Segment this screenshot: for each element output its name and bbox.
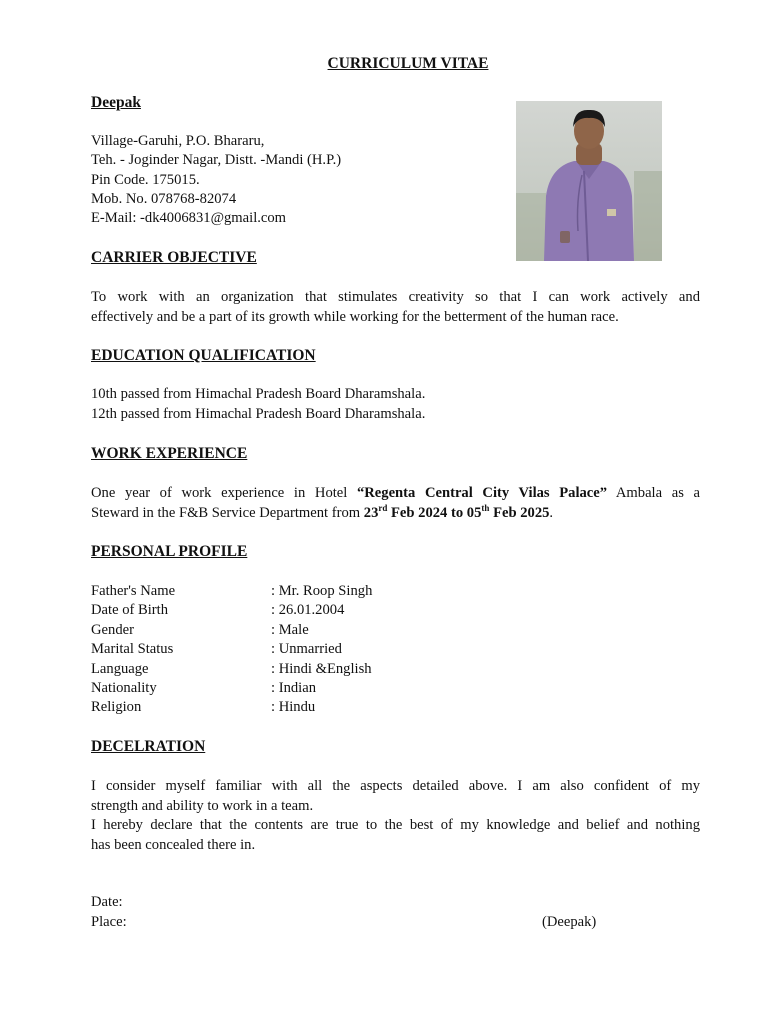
mobile-number: Mob. No. 078768-82074 <box>91 190 237 207</box>
declaration-line: I hereby declare that the contents are true to the best of my knowledge and belief and nothing <box>91 817 700 834</box>
profile-value: : Unmarried <box>271 641 342 658</box>
profile-label: Marital Status <box>91 641 174 658</box>
period-end: Feb 2025 <box>489 504 550 521</box>
address-block <box>91 132 341 228</box>
document-title: CURRICULUM VITAE <box>327 55 489 72</box>
footer-place-label: Place: <box>91 914 127 930</box>
signature-name: (Deepak) <box>542 914 597 930</box>
profile-label: Date of Birth <box>91 602 169 619</box>
profile-row <box>91 601 491 620</box>
profile-row <box>91 679 491 698</box>
declaration-line: has been concealed there in. <box>91 836 256 853</box>
profile-table <box>91 582 491 718</box>
objective-line: effectively and be a part of its growth while working for the betterment of the human race. <box>91 308 619 325</box>
from-suffix: rd <box>378 502 388 513</box>
profile-value: : Mr. Roop Singh <box>271 583 373 599</box>
work-text <box>91 484 700 523</box>
address-line: Village-Garuhi, P.O. Bhararu, <box>91 133 265 149</box>
work-text-part: Steward in the F&B Service Department from <box>91 504 364 521</box>
education-list <box>91 385 425 424</box>
objective-line: To work with an organization that stimulates creativity so that I can work actively and <box>91 289 700 305</box>
work-period <box>363 502 550 521</box>
education-item: 10th passed from Himachal Pradesh Board Dharamshala. <box>91 386 426 402</box>
profile-row <box>91 621 491 640</box>
objective-heading: CARRIER OBJECTIVE <box>91 249 257 266</box>
to-suffix: th <box>481 502 490 513</box>
profile-row <box>91 582 491 601</box>
profile-row <box>91 640 491 659</box>
declaration-line: I consider myself familiar with all the aspects detailed above. I am also confident of my <box>91 778 700 794</box>
declaration-text <box>91 777 700 855</box>
period-mid: Feb 2024 to 05 <box>387 504 482 521</box>
profile-row <box>91 660 491 679</box>
work-heading: WORK EXPERIENCE <box>91 445 248 462</box>
profile-value: : 26.01.2004 <box>271 602 345 619</box>
email: E-Mail: -dk4006831@gmail.com <box>91 210 287 227</box>
objective-text <box>91 288 700 327</box>
profile-heading: PERSONAL PROFILE <box>91 543 248 560</box>
work-line <box>91 484 700 504</box>
education-item: 12th passed from Himachal Pradesh Board Dharamshala. <box>91 405 426 422</box>
address-line: Teh. - Joginder Nagar, Distt. -Mandi (H.P.) <box>91 152 342 169</box>
pin-code: Pin Code. 175015. <box>91 171 200 188</box>
profile-row <box>91 698 491 717</box>
profile-photo <box>516 101 662 261</box>
profile-label: Gender <box>91 621 134 638</box>
footer-date-label: Date: <box>91 894 123 910</box>
profile-label: Father's Name <box>91 583 176 599</box>
profile-value: : Male <box>271 621 309 638</box>
education-heading: EDUCATION QUALIFICATION <box>91 347 316 364</box>
declaration-line: strength and ability to work in a team. <box>91 797 314 814</box>
profile-label: Language <box>91 660 149 677</box>
from-day: 23 <box>363 504 379 521</box>
work-text-part: . <box>549 504 554 521</box>
hotel-name: “Regenta Central City Vilas Palace” <box>356 485 608 501</box>
profile-value: : Indian <box>271 679 316 696</box>
profile-label: Nationality <box>91 679 157 696</box>
profile-value: : Hindi &English <box>271 660 372 677</box>
work-text-part: Ambala as a <box>607 485 700 501</box>
declaration-heading: DECELRATION <box>91 738 206 755</box>
work-text-part: One year of work experience in Hotel <box>91 485 357 501</box>
profile-value: : Hindu <box>271 699 316 716</box>
work-line <box>91 504 700 524</box>
candidate-name: Deepak <box>91 94 141 111</box>
profile-label: Religion <box>91 699 142 716</box>
